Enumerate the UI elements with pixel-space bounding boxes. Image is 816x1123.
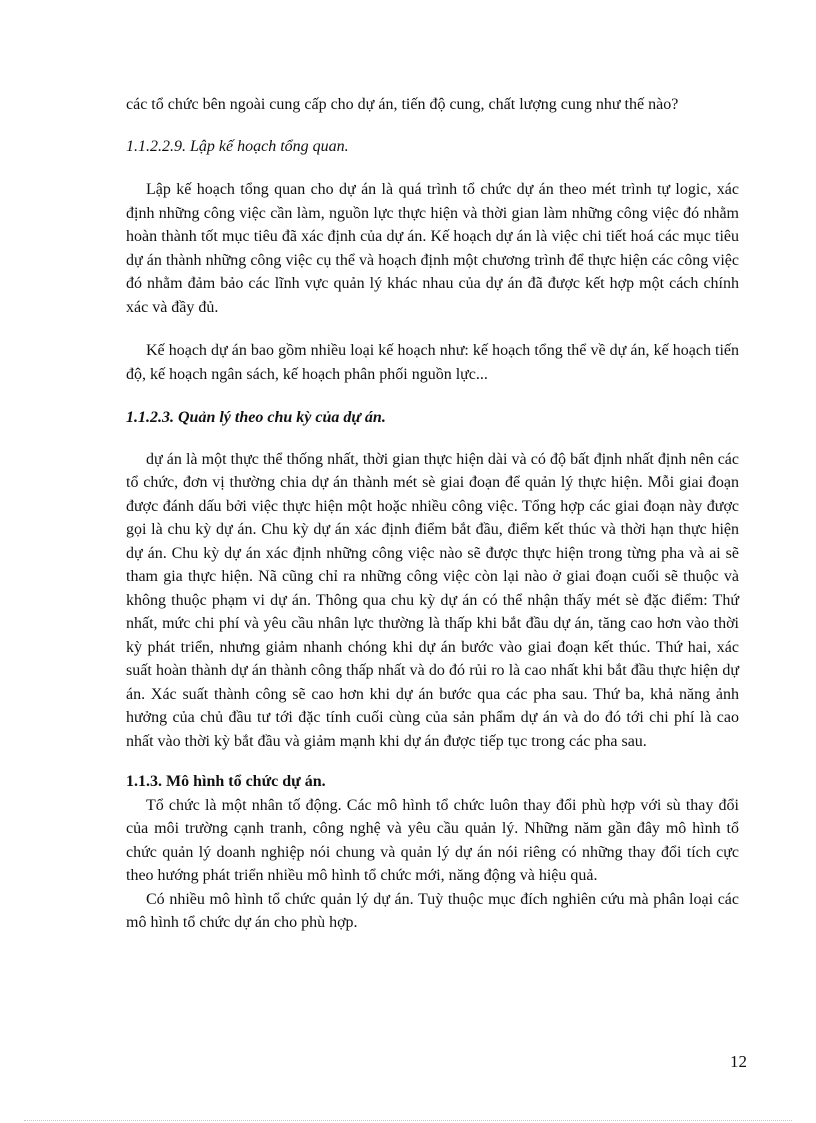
paragraph-project-lifecycle: dự án là một thực thể thống nhất, thời gian thực hiện dài và có độ bất định nhất định nên các tổ chức, đơn vị thường chia dự án thành mét sè giai đoạn để quản lý thực hiện. Mỗi giai đoạn được đánh dấu bởi việc thực hiện một hoặc nhiều công việc. Tổng hợp các giai đoạn này được gọi là chu kỳ dự án. Chu kỳ dự án xác định điểm bắt đầu, điểm kết thúc và thời hạn thực hiện dự án. Chu kỳ dự án xác định những công việc nào sẽ được thực hiện trong từng pha và ai sẽ tham gia thực hiện. Nã cũng chỉ ra những công việc còn lại nào ở giai đoạn cuối sẽ thuộc và không thuộc phạm vi dự án. Thông qua chu kỳ dự án có thể nhận thấy mét sè đặc điểm: Thứ nhất, mức chi phí và yêu cầu nhân lực thường là thấp khi bắt đầu dự án, tăng cao hơn vào thời kỳ phát triển, nhưng giảm nhanh chóng khi dự án bước vào giai đoạn kết thúc. Thứ hai, xác suất hoàn thành dự án thành công thấp nhất và do đó rủi ro là cao nhất khi bắt đầu thực hiện dự án. Xác suất thành công sẽ cao hơn khi dự án bước qua các pha sau. Thứ ba, khả năng ảnh hưởng của chủ đầu tư tới đặc tính cuối cùng của sản phẩm dự án và do đó tới chi phí là cao nhất vào thời kỳ bắt đầu và giảm mạnh khi dự án được tiếp tục trong các pha sau. <box>126 450 739 750</box>
paragraph-organization-models: Tổ chức là một nhân tố động. Các mô hình tổ chức luôn thay đổi phù hợp với sù thay đổi của môi trường cạnh tranh, công nghệ và yêu cầu quản lý. Những năm gần đây mô hình tổ chức quản lý doanh nghiệp nói chung và quản lý dự án nói riêng có những thay đổi tích cực theo hướng phát triển nhiều mô hình tổ chức mới, năng động và hiệu quả. <box>126 796 739 884</box>
page-bottom-divider <box>24 1120 792 1121</box>
section-heading-1-1-2-3: 1.1.2.3. Quản lý theo chu kỳ của dự án. <box>126 409 386 426</box>
page-number: 12 <box>730 1052 747 1071</box>
paragraph-overview-planning: Lập kế hoạch tổng quan cho dự án là quá trình tổ chức dự án theo mét trình tự logic, xác định những công việc cần làm, nguồn lực thực hiện và thời gian làm những công việc đó nhằm hoàn thành tốt mục tiêu đã xác định của dự án. Kế hoạch dự án là việc chi tiết hoá các mục tiêu dự án thành những công việc cụ thể và hoạch định một chương trình để thực hiện các công việc đó nhằm đảm bảo các lĩnh vực quản lý khác nhau của dự án đã được kết hợp một cách chính xác và đầy đủ. <box>126 181 739 316</box>
paragraph-plan-types: Kế hoạch dự án bao gồm nhiều loại kế hoạch như: kế hoạch tổng thể về dự án, kế hoạch tiến độ, kế hoạch ngân sách, kế hoạch phân phối nguồn lực... <box>126 342 739 383</box>
paragraph-intro: các tổ chức bên ngoài cung cấp cho dự án, tiến độ cung, chất lượng cung như thế nào? <box>126 96 679 113</box>
document-body <box>126 93 739 935</box>
paragraph-model-classification: Có nhiều mô hình tổ chức quản lý dự án. Tuỳ thuộc mục đích nghiên cứu mà phân loại các mô hình tổ chức dự án cho phù hợp. <box>126 890 739 931</box>
section-heading-1-1-2-2-9: 1.1.2.2.9. Lập kế hoạch tổng quan. <box>126 137 349 155</box>
section-heading-1-1-3: 1.1.3. Mô hình tổ chức dự án. <box>126 773 326 790</box>
